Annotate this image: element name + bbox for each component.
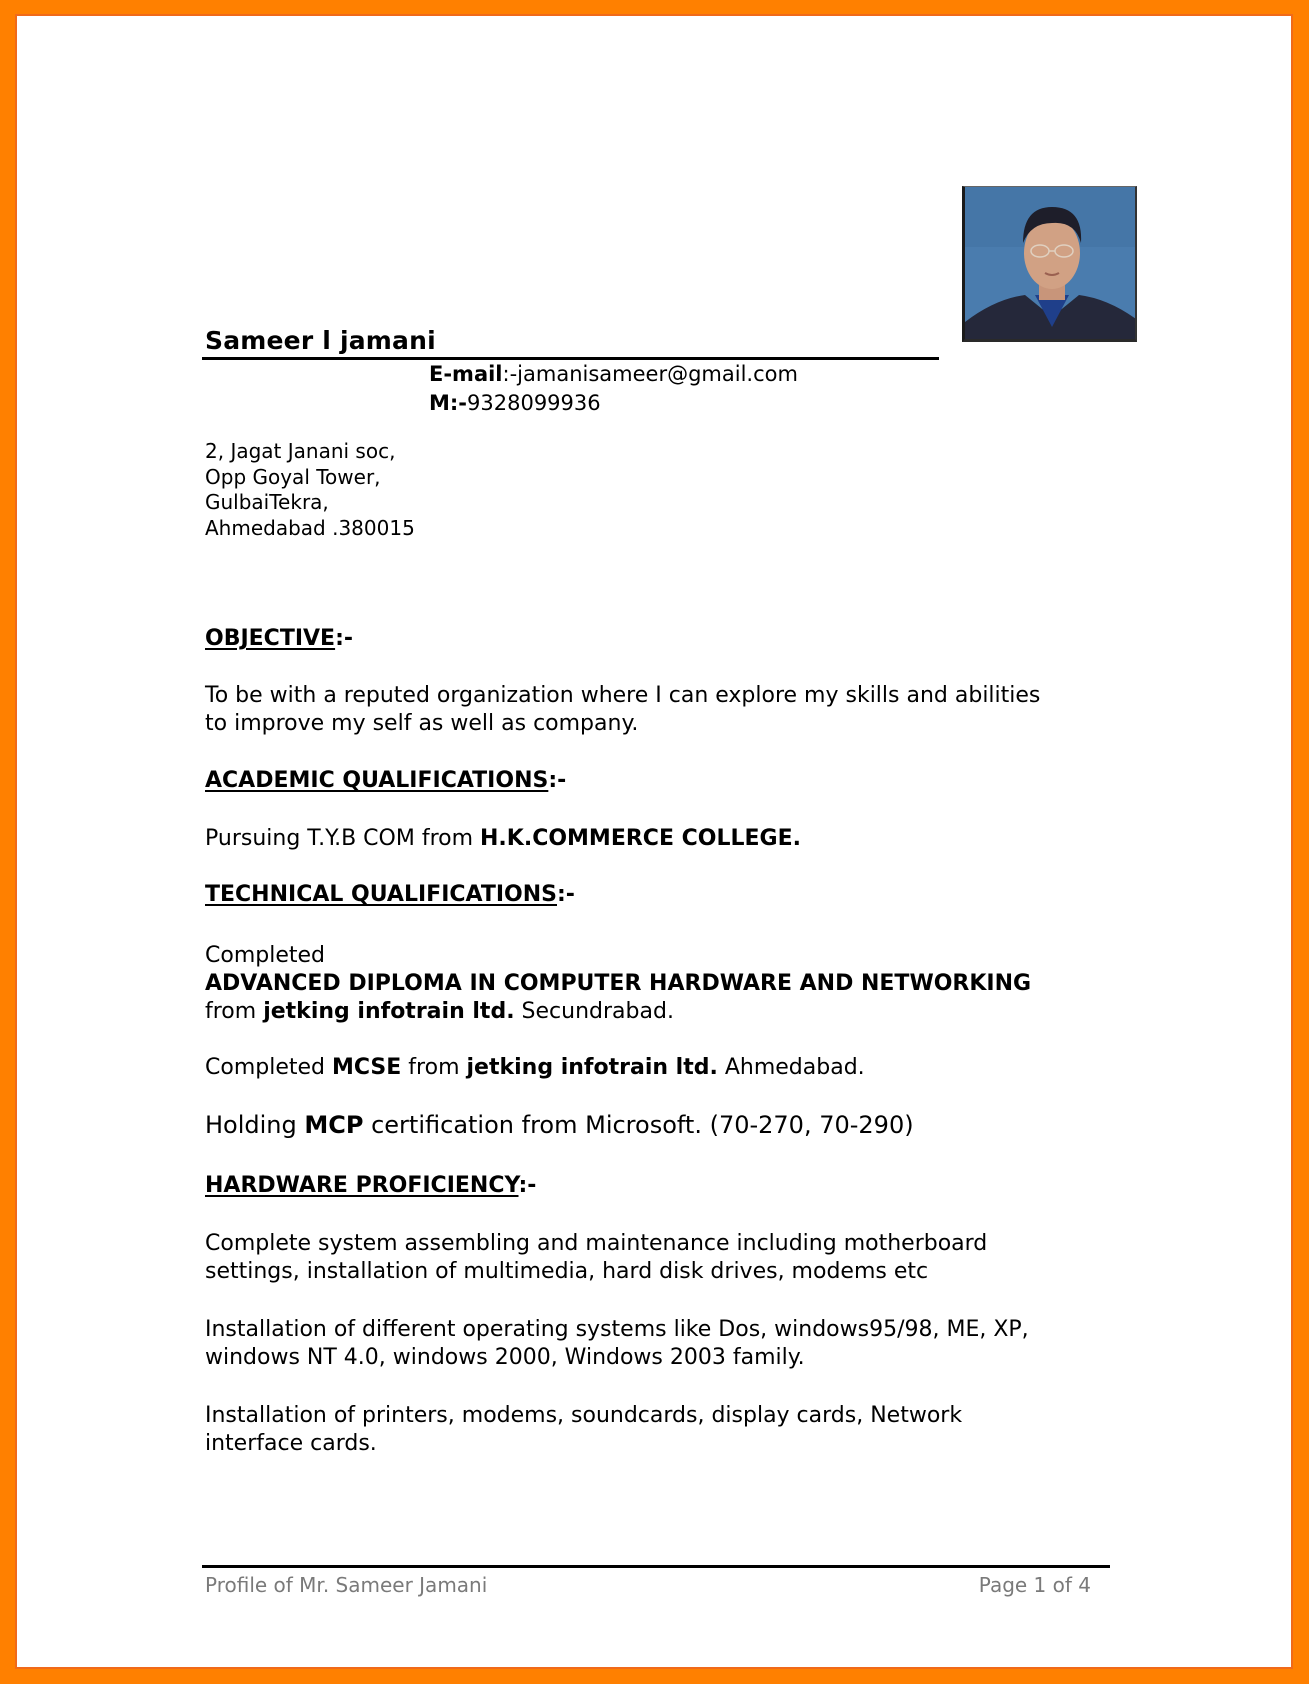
- mobile-label: M:-: [429, 391, 468, 415]
- email-line: [429, 362, 798, 386]
- hardware-item-assembly: Complete system assembling and maintenance including motherboard settings, installation of multimedia, hard disk drives, modems etc: [205, 1231, 988, 1284]
- technical-heading: TECHNICAL QUALIFICATIONS:-: [205, 882, 575, 907]
- hardware-heading: HARDWARE PROFICIENCY:-: [205, 1173, 537, 1198]
- address-line: GulbaiTekra,: [205, 490, 329, 514]
- name-divider: [202, 357, 939, 360]
- footer-divider: [202, 1565, 1110, 1568]
- hardware-item-os: Installation of different operating systems like Dos, windows95/98, ME, XP, windows NT 4.0, windows 2000, Windows 2003 family.: [205, 1317, 1029, 1370]
- candidate-name: Sameer l jamani: [205, 326, 436, 355]
- objective-text: To be with a reputed organization where I can explore my skills and abilities to improve my self as well as company.: [205, 683, 1041, 736]
- address-block: [205, 439, 415, 541]
- address-line: 2, Jagat Janani soc,: [205, 439, 396, 463]
- academic-text: Pursuing T.Y.B COM from H.K.COMMERCE COLLEGE.: [205, 826, 801, 851]
- technical-item-mcse: Completed MCSE from jetking infotrain ltd. Ahmedabad.: [205, 1055, 865, 1080]
- technical-item-mcp: Holding MCP certification from Microsoft. (70-270, 70-290): [205, 1111, 914, 1139]
- college-name: H.K.COMMERCE COLLEGE.: [480, 826, 801, 851]
- mobile-number: 9328099936: [467, 391, 601, 415]
- academic-heading: ACADEMIC QUALIFICATIONS:-: [205, 768, 567, 793]
- address-line: Ahmedabad .380015: [205, 515, 415, 540]
- mobile-line: [429, 391, 601, 415]
- resume-page: [15, 14, 1293, 1669]
- profile-photo: [962, 186, 1137, 342]
- page-number: Page 1 of 4: [978, 1573, 1091, 1597]
- hardware-item-peripherals: Installation of printers, modems, soundcards, display cards, Network interface cards.: [205, 1403, 963, 1456]
- portrait-icon: [965, 187, 1137, 342]
- footer-profile-text: Profile of Mr. Sameer Jamani: [205, 1573, 488, 1597]
- address-line: Opp Goyal Tower,: [205, 464, 381, 489]
- email-label: E-mail: [429, 362, 503, 386]
- email-separator: :-: [502, 362, 518, 386]
- technical-item-diploma: Completed ADVANCED DIPLOMA IN COMPUTER HARDWARE AND NETWORKING from jetking infotrain ltd. Secundrabad.: [205, 943, 1032, 1024]
- email-address: jamanisameer@gmail.com: [517, 362, 798, 386]
- objective-heading: OBJECTIVE:-: [205, 626, 354, 651]
